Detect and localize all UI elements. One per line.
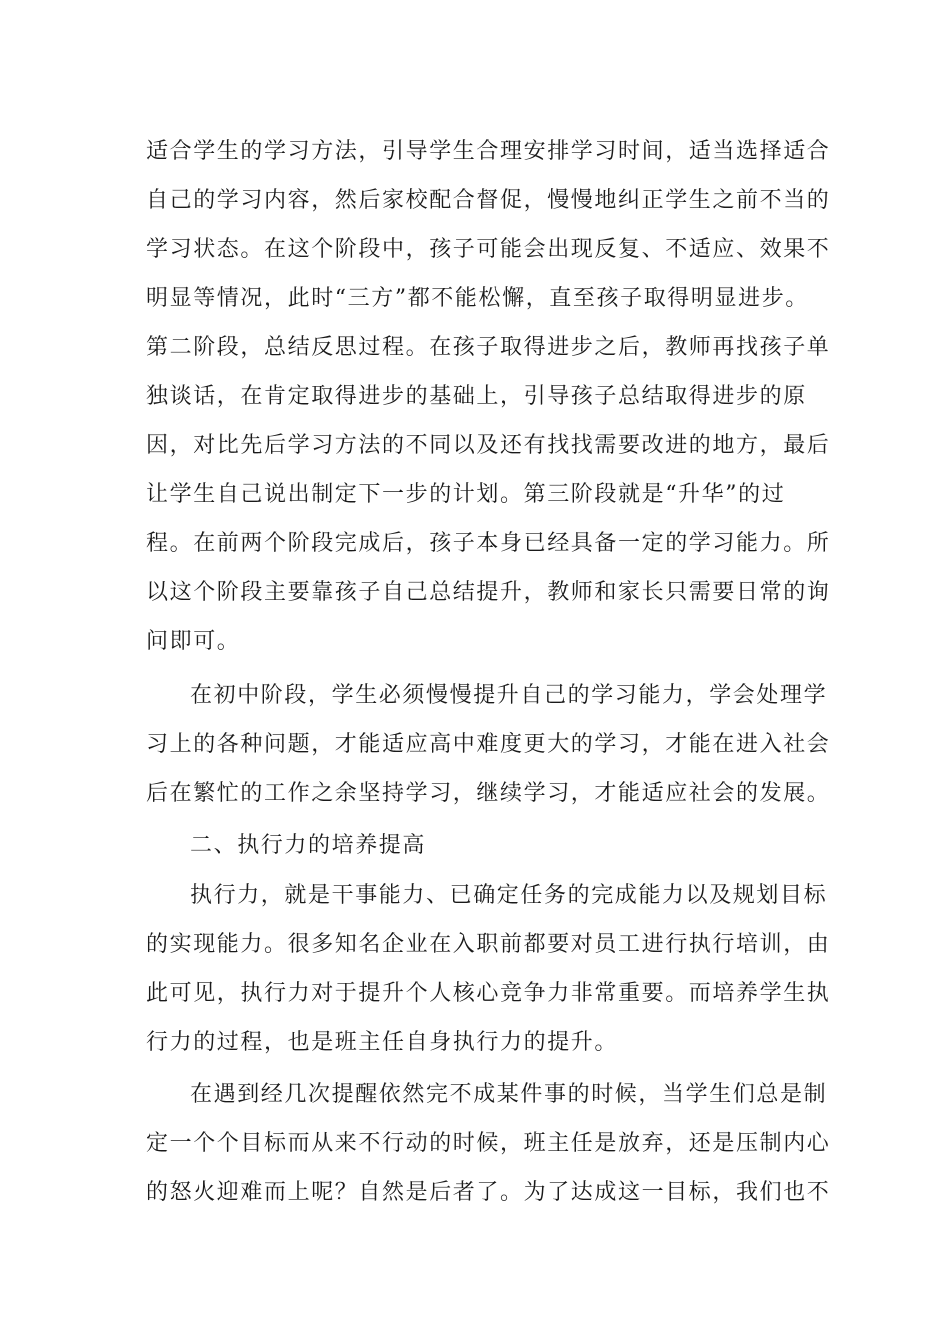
text-line: 独谈话，在肯定取得进步的基础上，引导孩子总结取得进步的原 (146, 384, 807, 409)
text-line: 此可见，执行力对于提升个人核心竞争力非常重要。而培养学生执 (146, 981, 831, 1006)
text-line: 问即可。 (146, 629, 241, 654)
text-line: 第二阶段，总结反思过程。在孩子取得进步之后，教师再找孩子单 (146, 335, 831, 360)
text-line: 自己的学习内容，然后家校配合督促，慢慢地纠正学生之前不当的 (146, 188, 831, 213)
text-line: 明显等情况，此时“三方”都不能松懈，直至孩子取得明显进步。 (146, 286, 809, 311)
text-line: 习上的各种问题，才能适应高中难度更大的学习，才能在进入社会 (146, 732, 831, 757)
text-line: 以这个阶段主要靠孩子自己总结提升，教师和家长只需要日常的询 (146, 580, 831, 605)
text-line: 适合学生的学习方法，引导学生合理安排学习时间，适当选择适合 (146, 139, 831, 164)
text-line: 后在繁忙的工作之余坚持学习，继续学习，才能适应社会的发展。 (146, 781, 831, 806)
text-line: 程。在前两个阶段完成后，孩子本身已经具备一定的学习能力。所 (146, 531, 831, 556)
text-line: 在遇到经几次提醒依然完不成某件事的时候，当学生们总是制 (190, 1082, 828, 1107)
section-heading: 二、执行力的培养提高 (190, 833, 427, 858)
text-line: 的实现能力。很多知名企业在入职前都要对员工进行执行培训，由 (146, 932, 831, 957)
text-line: 执行力，就是干事能力、已确定任务的完成能力以及规划目标 (190, 883, 828, 908)
text-line: 让学生自己说出制定下一步的计划。第三阶段就是“升华”的过 (146, 482, 786, 507)
text-line: 因，对比先后学习方法的不同以及还有找找需要改进的地方，最后 (146, 433, 831, 458)
text-line: 定一个个目标而从来不行动的时候，班主任是放弃，还是压制内心 (146, 1131, 831, 1156)
text-line: 在初中阶段，学生必须慢慢提升自己的学习能力，学会处理学 (190, 683, 828, 708)
text-line: 的怒火迎难而上呢？自然是后者了。为了达成这一目标，我们也不 (146, 1180, 831, 1205)
text-line: 行力的过程，也是班主任自身执行力的提升。 (146, 1030, 619, 1055)
text-line: 学习状态。在这个阶段中，孩子可能会出现反复、不适应、效果不 (146, 237, 831, 262)
